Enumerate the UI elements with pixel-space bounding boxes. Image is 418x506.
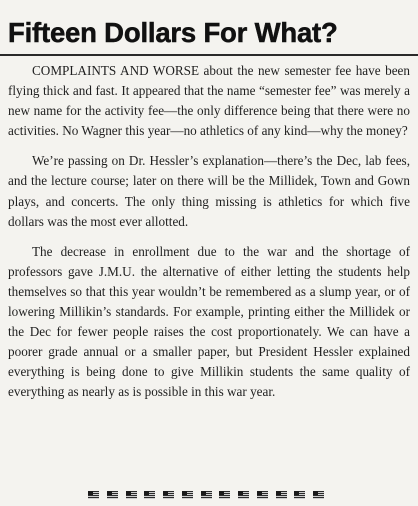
flag-icon xyxy=(88,491,99,499)
flag-icon xyxy=(163,491,174,499)
paragraph-3: The decrease in enrollment due to the war and the shortage of professors gave J.M.U. the alternative of either letting the students help themselves so that this year wouldn’t be remembered as a slump year, or of lowering Millikin’s standards. For example, printing either the Millidek or the Dec for fewer people raises the cost proportionately. We can have a poorer grade annual or a smaller paper, but President Hessler explained everything is being done to give Millikin students the same quality of everything as nearly as is possible in this war year. xyxy=(8,243,410,400)
flag-icon xyxy=(219,491,230,499)
flag-row xyxy=(88,491,324,500)
flag-icon xyxy=(126,491,137,499)
flag-icon xyxy=(182,491,193,499)
flag-icon xyxy=(313,491,324,499)
flag-icon xyxy=(144,491,155,499)
flag-icon xyxy=(294,491,305,499)
flag-icon xyxy=(201,491,212,499)
flag-icon xyxy=(238,491,249,499)
flag-icon xyxy=(107,491,118,499)
headline-rule xyxy=(0,54,418,56)
paragraph-1: COMPLAINTS AND WORSE about the new semester fee have been flying thick and fast. It appeared that the name “semester fee” was merely a new name for the activity fee—the only difference being that there were no activities. No Wagner this year—no athletics of any kind—why the money? xyxy=(8,63,410,139)
flag-icon xyxy=(257,491,268,499)
flag-icon xyxy=(276,491,287,499)
article-body xyxy=(8,61,410,413)
headline: Fifteen Dollars For What? xyxy=(8,17,338,48)
paragraph-2: We’re passing on Dr. Hessler’s explanation—there’s the Dec, lab fees, and the lecture course; later on there will be the Millidek, Town and Gown plays, and concerts. The only thing missing is athletics for which five dollars was the most ever allotted. xyxy=(8,153,410,229)
